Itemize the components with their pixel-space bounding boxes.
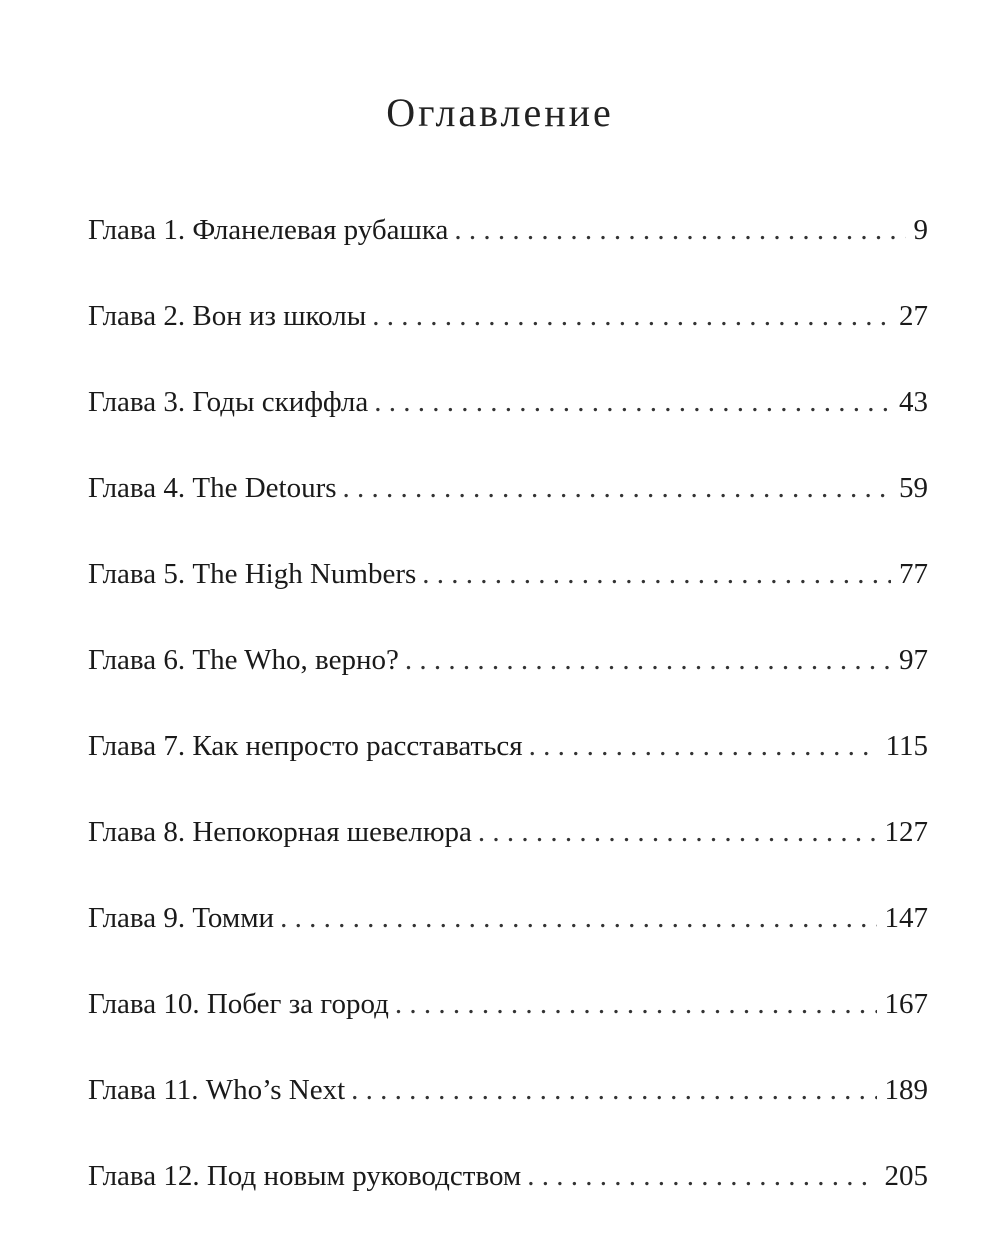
toc-entry-page: 127	[884, 816, 928, 848]
toc-entry-title: Глава 4. The Detours	[88, 472, 337, 504]
toc-entry-title: Глава 7. Как непросто расставаться	[88, 730, 523, 762]
dot-leader	[372, 294, 891, 338]
toc-entry	[88, 982, 928, 1068]
toc-entry-page: 9	[913, 214, 928, 246]
toc-entry	[88, 552, 928, 638]
toc-entry-title: Глава 8. Непокорная шевелюра	[88, 816, 472, 848]
toc-entry	[88, 810, 928, 896]
toc-entry-title: Глава 11. Who’s Next	[88, 1074, 346, 1106]
dot-leader	[280, 896, 876, 940]
dot-leader	[374, 380, 891, 424]
toc-entry	[88, 208, 928, 294]
table-of-contents	[88, 208, 928, 1240]
dot-leader	[422, 552, 891, 596]
toc-entry-title: Глава 3. Годы скиффла	[88, 386, 369, 418]
dot-leader	[527, 1154, 876, 1198]
toc-entry-title: Глава 12. Под новым руководством	[88, 1160, 522, 1192]
toc-entry	[88, 380, 928, 466]
dot-leader	[405, 638, 891, 682]
toc-entry	[88, 294, 928, 380]
toc-entry	[88, 724, 928, 810]
toc-entry	[88, 1154, 928, 1240]
toc-entry-page: 77	[899, 558, 928, 590]
dot-leader	[529, 724, 878, 768]
toc-entry-page: 97	[899, 644, 928, 676]
toc-entry-title: Глава 10. Побег за город	[88, 988, 389, 1020]
toc-entry-page: 59	[899, 472, 928, 504]
toc-entry-title: Глава 6. The Who, верно?	[88, 644, 399, 676]
toc-entry-page: 147	[884, 902, 928, 934]
toc-entry-title: Глава 2. Вон из школы	[88, 300, 367, 332]
page-title: Оглавление	[386, 90, 614, 135]
toc-entry-page: 167	[884, 988, 928, 1020]
toc-entry	[88, 1068, 928, 1154]
toc-entry-title: Глава 1. Фланелевая рубашка	[88, 214, 449, 246]
toc-entry	[88, 896, 928, 982]
toc-entry-title: Глава 9. Томми	[88, 902, 275, 934]
dot-leader	[351, 1068, 876, 1112]
toc-entry-page: 27	[899, 300, 928, 332]
dot-leader	[454, 208, 905, 252]
toc-entry	[88, 466, 928, 552]
dot-leader	[395, 982, 877, 1026]
dot-leader	[343, 466, 891, 510]
toc-entry-page: 115	[885, 730, 928, 762]
toc-entry-page: 189	[884, 1074, 928, 1106]
toc-entry-title: Глава 5. The High Numbers	[88, 558, 417, 590]
toc-entry-page: 205	[884, 1160, 928, 1192]
toc-entry-page: 43	[899, 386, 928, 418]
toc-entry	[88, 638, 928, 724]
dot-leader	[478, 810, 877, 854]
